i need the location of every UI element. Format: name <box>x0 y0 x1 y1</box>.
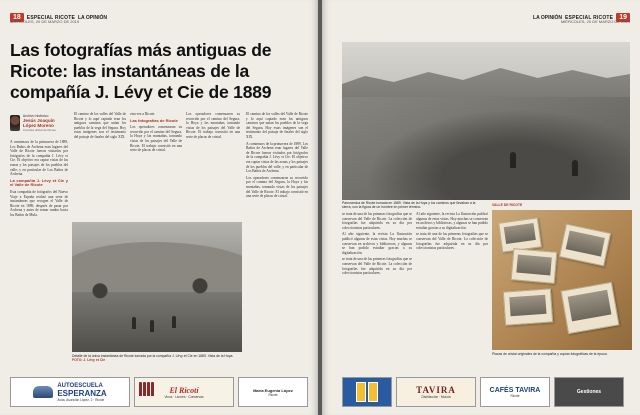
ad-gestiones[interactable] <box>554 377 624 407</box>
ad-title-2: ESPERANZA <box>57 388 107 398</box>
caption-credit: FOTO: J. Lévy et Cie <box>72 358 106 363</box>
bottles-icon <box>139 382 154 396</box>
right-ad-strip <box>342 377 630 407</box>
glass-plates-photo <box>492 210 632 350</box>
ad-subtitle: Distribución · Murcia <box>421 395 451 399</box>
dateline: MIÉRCOLES, 20 DE MARZO DE 2019 <box>10 19 80 24</box>
left-column-3 <box>130 112 182 218</box>
caption-text: Detalle de la única instantánea de Ricote tomada por la compañía J. Lévy et Cie en 1889. Vista de la Hoya. <box>72 354 234 358</box>
ad-subtitle: Avda. Asunción López, 2 · Ricote <box>57 397 105 402</box>
ad-el-ricoti[interactable] <box>134 377 234 407</box>
paragraph: A comienzos de la primavera de 1889, Los Baños de Archena eran lugares del Valle de Ricote fueron visitados por fotógrafos de la compañía J. Lévy et Cie. El objetivo era captar vistas de las zonas y los paisajes de los pueblos del valle, y en particular de Los Baños de Archena. <box>10 140 68 177</box>
section-name: ESPECIAL RICOTE <box>565 14 614 21</box>
byline-name: Jesús Joaquín López Moreno <box>22 118 55 128</box>
section-tag: VALLE DE RICOTE <box>492 203 523 207</box>
column-subhead: La compañía J. Lévy et Cie y el Valle de Ricote <box>10 177 68 188</box>
paragraph: Al año siguiente, la revista La Ilustración publicó algunas de estas vistas. Hoy muchas se conservan en archivos y bibliotecas, y algunas se han podido estudiar gracias a su digitalización. <box>342 232 412 255</box>
ad-autoescuela[interactable] <box>10 377 130 407</box>
paragraph: Los operadores comenzaron su recorrido por el camino del Segura, la Hoya y las montañas, tomando vistas de los paisajes del Valle de Ricote. El trabajo consistió en una serie de placas de cristal. <box>130 125 182 153</box>
photo-caption <box>72 354 242 362</box>
book-icon <box>368 382 378 402</box>
paragraph: El camino de los valles del Valle de Ricote y lo aquí captado eran los antiguos caminos que unían los pueblos de la vega del Segura. Hoy estas imágenes son el testimonio del paisaje de finales del siglo XIX. <box>74 112 126 139</box>
ad-books[interactable] <box>342 377 392 407</box>
paragraph: Esta compañía de fotógrafos del Nuevo Viaje a España realizó una serie de instantáneas que recogen el Valle de Ricote en 1889, después de pasar por Archena y antes de tomar rumbo hacia los Baños de Mula. <box>10 189 68 217</box>
ad-title: María Eugenia López <box>253 387 293 393</box>
left-column-4 <box>186 112 240 218</box>
section-name: ESPECIAL RICOTE <box>26 14 75 21</box>
ad-title: El Ricotí <box>169 385 199 395</box>
historic-photo-ricote <box>72 222 242 352</box>
ad-title: TAVIRA <box>416 385 456 395</box>
brand-name: LA OPINIÓN <box>533 14 562 21</box>
ad-title: CAFÉS TAVIRA <box>489 386 541 394</box>
left-ad-strip <box>10 377 308 407</box>
paragraph: otra vez a Ricote. <box>130 112 156 116</box>
top-photo-caption: Panorámica de Ricote tomada en 1889. Vista de la Hoya y los caminos que llevaban a la sierra, con la figura de un hombre en primer término. <box>342 201 476 210</box>
page-number: 19 <box>616 13 630 22</box>
paragraph: se trata de una de las primeras fotografías que se conservan del Valle de Ricote. La colección de fotografías fue adquirida en su día por coleccionistas particulares. <box>342 212 412 230</box>
ad-tavira[interactable] <box>396 377 476 407</box>
author-avatar <box>10 115 20 131</box>
book-icon <box>356 382 366 402</box>
byline-role: Archivo histórico <box>22 114 49 118</box>
brand-name: LA OPINIÓN <box>78 14 107 21</box>
left-column-5 <box>246 112 308 352</box>
ad-subtitle: Ricote <box>510 393 520 398</box>
left-column-1 <box>10 140 68 348</box>
historic-panorama-photo <box>342 42 630 200</box>
left-column-2 <box>74 112 126 218</box>
right-dateline-row <box>561 19 630 24</box>
ad-subtitle: Vinos · Licores · Conservas <box>164 394 204 399</box>
bottom-photo-caption: Placas de cristal originales de la compañía y copias fotográficas de la época. <box>492 352 608 356</box>
page-number: 18 <box>10 13 24 22</box>
paragraph: Los operadores comenzaron su recorrido por el camino del Segura, la Hoya y las montañas, tomando vistas de los paisajes del Valle de Ricote. El trabajo consistió en una serie de placas de cristal. <box>186 112 240 139</box>
right-column-1 <box>342 212 412 352</box>
ad-title: Gestiones <box>576 389 602 395</box>
paragraph: A comienzos de la primavera de 1889, Los Baños de Archena eran lugares del Valle de Ricote fueron visitados por fotógrafos de la compañía J. Lévy et Cie. El objetivo era captar vistas de las zonas y los paisajes de los pueblos del valle, y en particular de Los Baños de Archena. <box>246 141 308 174</box>
paragraph: El camino de los valles del Valle de Ricote y lo aquí captado eran los antiguos caminos que unían los pueblos de la vega del Segura. Hoy estas imágenes son el testimonio del paisaje de finales del siglo XIX. <box>246 112 308 139</box>
paragraph: se trata de una de las primeras fotografías que se conservan del Valle de Ricote. La colección de fotografías fue adquirida en su día por coleccionistas particulares. <box>342 257 412 276</box>
left-page <box>0 0 318 415</box>
article-headline: Las fotografías más antiguas de Ricote: las instantáneas de la compañía J. Lévy et Cie de 1889 <box>10 40 272 102</box>
byline-credit: Cronista oficial de Ricote <box>22 128 57 132</box>
paragraph: Los operadores comenzaron su recorrido por el camino del Segura, la Hoya y las montañas, tomando vistas de los paisajes del Valle de Ricote. El trabajo consistió en una serie de placas de cristal. <box>246 175 308 199</box>
dateline: MIÉRCOLES, 20 DE MARZO DE 2019 <box>560 19 630 24</box>
paragraph: se trata de una de las primeras fotografías que se conservan del Valle de Ricote. La colección de fotografías fue adquirida en su día por coleccionistas particulares. <box>416 232 488 251</box>
car-icon <box>33 386 53 398</box>
column-subhead: Las fotografías de Ricote <box>130 117 178 123</box>
paragraph: Al año siguiente, la revista La Ilustración publicó algunas de estas vistas. Hoy muchas se conservan en archivos y bibliotecas, y algunas se han podido estudiar gracias a su digitalización. <box>416 212 488 230</box>
ad-subtitle: Ricote <box>268 392 278 397</box>
right-column-2 <box>416 212 488 352</box>
ad-maria-eugenia[interactable] <box>238 377 308 407</box>
ad-cafes-tavira[interactable] <box>480 377 550 407</box>
ad-title: AUTOESCUELA <box>57 382 103 389</box>
byline <box>10 112 68 134</box>
left-dateline-row <box>10 19 79 24</box>
right-page <box>322 0 640 415</box>
